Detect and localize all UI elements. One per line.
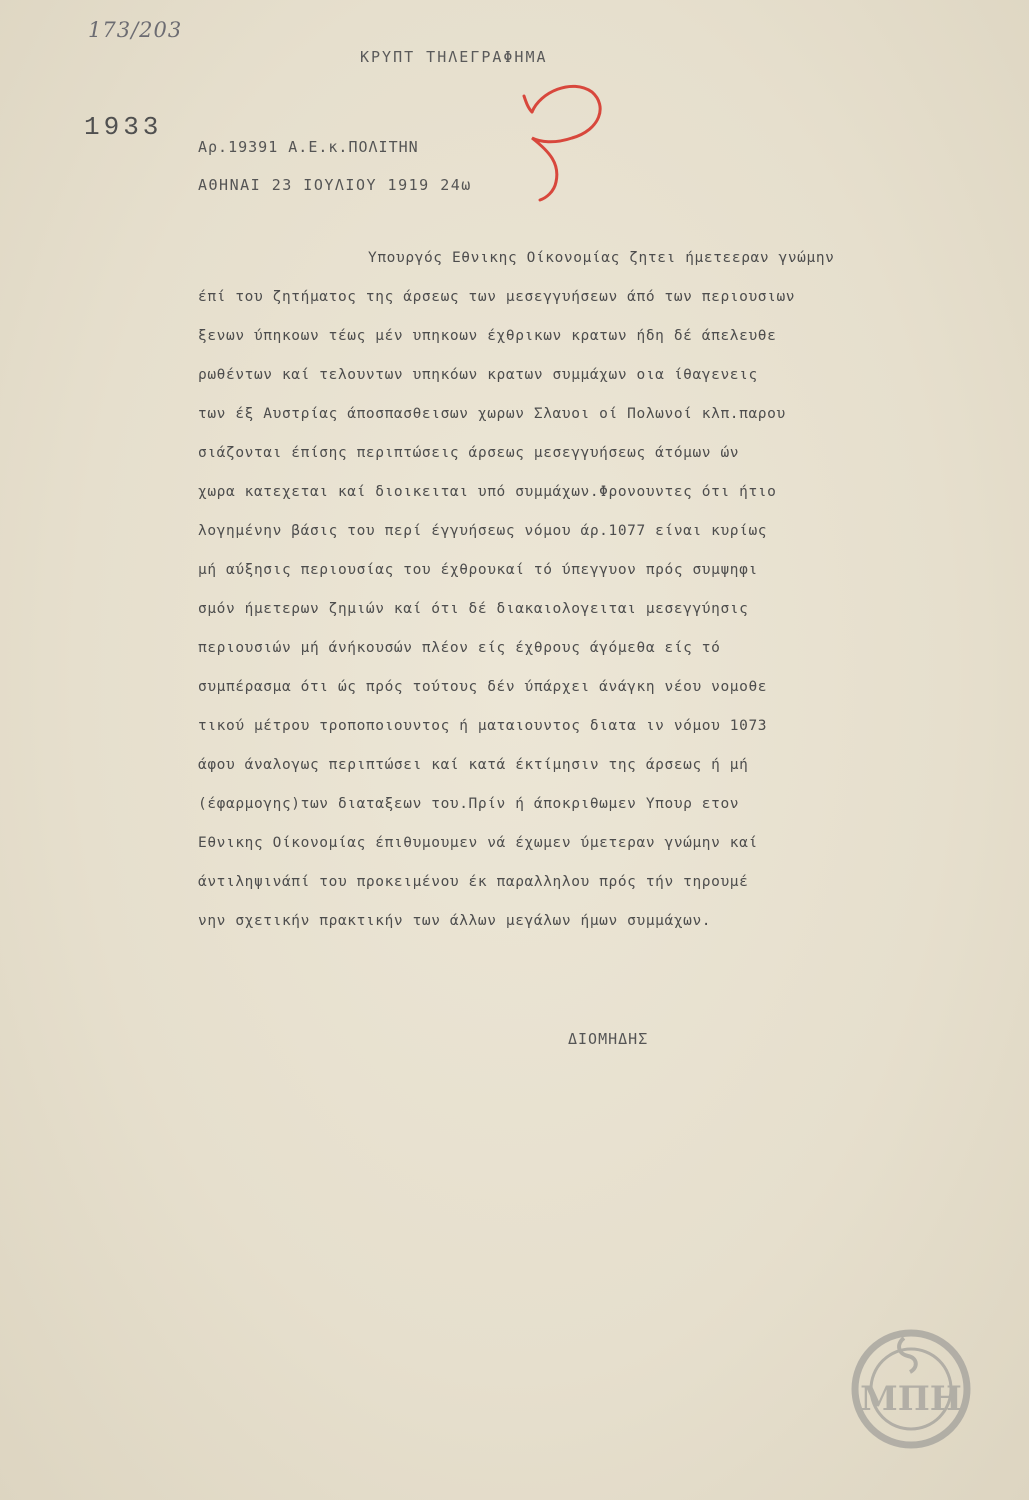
body-line: νην σχετικήν πρακτικήν των άλλων μεγάλων ήμων συμμάχων. <box>198 913 712 929</box>
document-title: ΚΡΥΠΤ ΤΗΛΕΓΡΑΦΗΜΑ <box>360 48 548 66</box>
signature: ΔΙΟΜΗΔΗΣ <box>568 1030 649 1048</box>
handwritten-reference-number: 173/203 <box>88 18 183 42</box>
body-line: χωρα κατεχεται καί διοικειται υπό συμμάχων.Φρονουντες ότι ήτιο <box>198 484 777 500</box>
archive-stamp-icon <box>846 1324 976 1454</box>
body-line: συμπέρασμα ότι ώς πρός τούτους δέν ύπάρχει άνάγκη νέου νομοθε <box>198 679 768 695</box>
red-pencil-mark-icon <box>510 72 610 202</box>
body-line: ξενων ύπηκοων τέως μέν υπηκοων έχθρικων κρατων ήδη δέ άπελευθε <box>198 328 777 344</box>
body-line: Υπουργός Εθνικης Οίκονομίας ζητει ήμετεεραν γνώμην <box>368 250 835 266</box>
body-line: τικού μέτρου τροποποιουντος ή ματαιουντος διατα ιν νόμου 1073 <box>198 718 768 734</box>
body-line: Εθνικης Οίκονομίας έπιθυμουμεν νά έχωμεν ύμετεραν γνώμην καί <box>198 835 758 851</box>
body-line: σιάζονται έπίσης περιπτώσεις άρσεως μεσεγγυήσεως άτόμων ών <box>198 445 740 461</box>
body-line: των έξ Αυστρίας άποσπασθεισων χωρων Σλαυοι οί Πολωνοί κλπ.παρου <box>198 406 786 422</box>
body-line: σμόν ήμετερων ζημιών καί ότι δέ διακαιολογειται μεσεγγύησις <box>198 601 749 617</box>
svg-text:ΜΠΗ: ΜΠΗ <box>860 1379 962 1419</box>
body-line: (έφαρμογης)των διαταξεων του.Πρίν ή άποκριθωμεν Υπουρ ετον <box>198 796 740 812</box>
telegram-number-line: Αρ.19391 Α.Ε.κ.ΠΟΛΙΤΗΝ <box>198 138 419 156</box>
document-number: 1933 <box>84 112 163 142</box>
body-line: ρωθέντων καί τελουντων υπηκόων κρατων συμμάχων οια ίθαγενεις <box>198 367 758 383</box>
body-line: άντιληψινάπί του προκειμένου έκ παραλληλου πρός τήν τηρουμέ <box>198 874 749 890</box>
body-line: έπί του ζητήματος της άρσεως των μεσεγγυήσεων άπό των περιουσιων <box>198 289 796 305</box>
place-date-line: ΑΘΗΝΑΙ 23 ΙΟΥΛΙΟΥ 1919 24ω <box>198 176 472 194</box>
body-line: άφου άναλογως περιπτώσει καί κατά έκτίμησιν της άρσεως ή μή <box>198 757 749 773</box>
body-line: μή αύξησις περιουσίας του έχθρουκαί τό ύπεγγυον πρός συμψηφι <box>198 562 758 578</box>
body-line: λογημένην βάσις του περί έγγυήσεως νόμου άρ.1077 είναι κυρίως <box>198 523 768 539</box>
body-line: περιουσιών μή άνήκουσών πλέον είς έχθρους άγόμεθα είς τό <box>198 640 721 656</box>
